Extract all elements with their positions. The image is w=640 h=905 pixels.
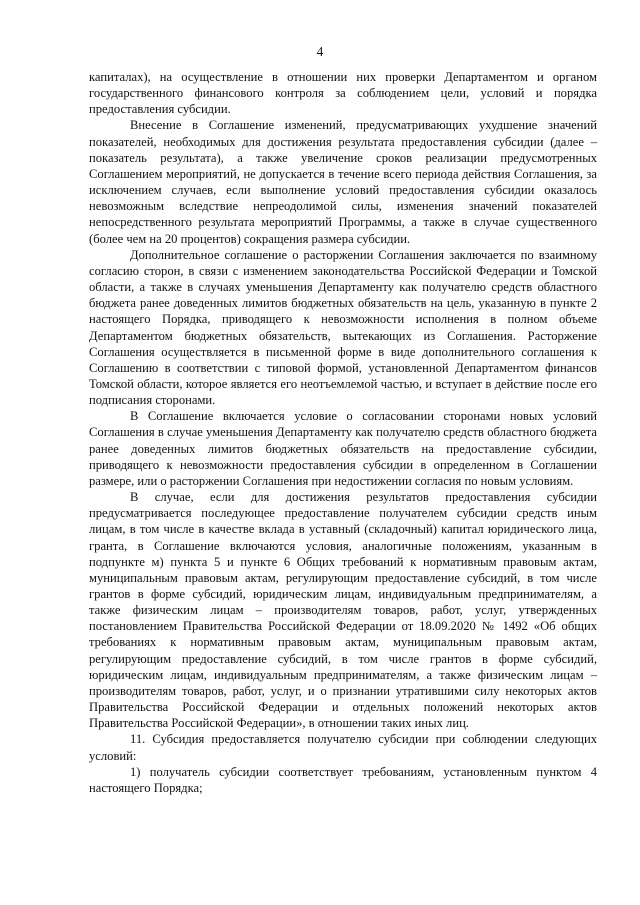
- paragraph-agreement-changes: Внесение в Соглашение изменений, предусматривающих ухудшение значений показателей, необходимых для достижения результата предоставления субсидии (далее – показатель результата), а также увеличение сроков реализации предусмотренных Соглашением мероприятий, не допускается в течение всего периода действия Соглашения, за исключением случаев, если выполнение условий предоставления субсидии оказалось невозможным вследствие непреодолимой силы, изменения значений показателей непосредственного результата мероприятий Программы, а также в случае существенного (более чем на 20 процентов) сокращения размера субсидии.: [89, 118, 597, 246]
- paragraph-continued: капиталах), на осуществление в отношении них проверки Департаментом и органом государственного финансового контроля за соблюдением цели, условий и порядка предоставления субсидии.: [89, 70, 597, 117]
- paragraph-agreement-termination: Дополнительное соглашение о расторжении Соглашения заключается по взаимному согласию сторон, в связи с изменением законодательства Российской Федерации и Томской области, а также в случаях уменьшения Департаменту как получателю средств областного бюджета ранее доведенных лимитов бюджетных обязательств на цель, указанную в пункте 2 настоящего Порядка, приводящего к невозможности исполнения в полном объеме Департаментом бюджетных обязательств, вытекающих из Соглашения. Расторжение Соглашения осуществляется в письменной форме в виде дополнительного соглашения к Соглашению в соответствии с типовой формой, установленной Департаментом финансов Томской области, которое является его неотъемлемой частью, и вступает в действие после его подписания сторонами.: [89, 247, 597, 408]
- page-number: 4: [316, 44, 324, 59]
- document-body: [89, 69, 597, 796]
- paragraph-other-persons: В случае, если для достижения результатов предоставления субсидии предусматривается последующее предоставление получателем субсидии средств иным лицам, в том числе в качестве вклада в уставный (складочный) капитал юридического лица, гранта, в Соглашение включаются условия, аналогичные положениям, указанным в подпункте м) пункта 5 и пункте 6 Общих требований к нормативным правовым актам, муниципальным правовым актам, регулирующим предоставление субсидий, в том числе грантов в форме субсидий, юридическим лицам, индивидуальным предпринимателям, а также физическим лицам – производителям товаров, работ, услуг, утвержденных постановлением Правительства Российской Федерации от 18.09.2020 № 1492 «Об общих требованиях к нормативным правовым актам, муниципальным правовым актам, регулирующим предоставление субсидий, в том числе грантов в форме субсидий, юридическим лицам, индивидуальным предпринимателям, а также физическим лицам – производителям товаров, работ, услуг, и о признании утратившими силу некоторых актов Правительства Российской Федерации и отдельных положений некоторых актов Правительства Российской Федерации», в отношении таких иных лиц.: [89, 490, 597, 731]
- paragraph-item-11: 11. Субсидия предоставляется получателю субсидии при соблюдении следующих условий:: [89, 732, 597, 763]
- paragraph-item-11-1: 1) получатель субсидии соответствует требованиям, установленным пунктом 4 настоящего Порядка;: [89, 764, 597, 795]
- paragraph-new-conditions: В Соглашение включается условие о согласовании сторонами новых условий Соглашения в случае уменьшения Департаменту как получателю средств областного бюджета ранее доведенных лимитов бюджетных обязательств на предоставление субсидии, приводящего к невозможности предоставления субсидии в определенном в Соглашении размере, или о расторжении Соглашения при недостижении согласия по новым условиям.: [89, 409, 597, 488]
